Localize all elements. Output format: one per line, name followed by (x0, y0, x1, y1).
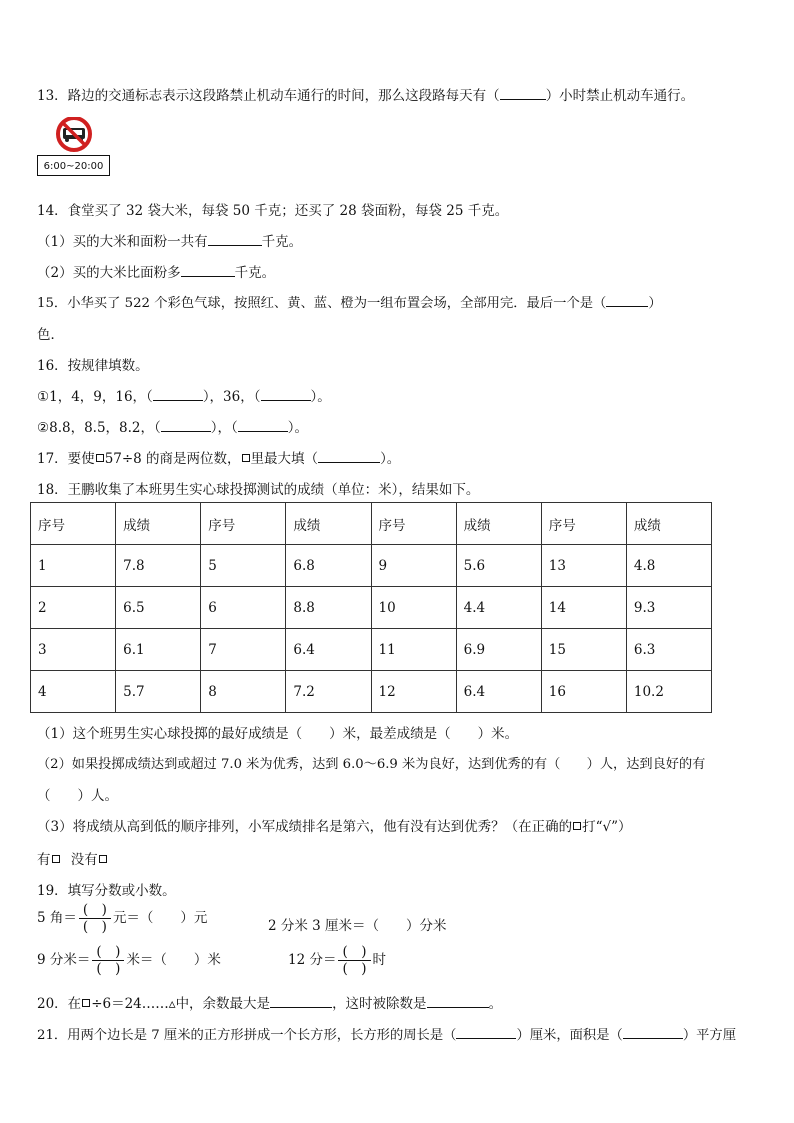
q18-stem: 18．王鹏收集了本班男生实心球投掷测试的成绩（单位：米），结果如下。 (37, 482, 480, 498)
q13-blank[interactable] (500, 87, 546, 100)
q21-line: 21．用两个边长是 7 厘米的正方形拼成一个长方形，长方形的周长是（ ）厘米，面积是（ ）平方厘 (37, 1028, 737, 1043)
q15-blank[interactable] (606, 294, 648, 307)
table-cell: 成绩 (456, 503, 541, 545)
q20-line: 20．在 ÷6＝24……▵中，余数最大是 ，这时被除数是 。 (37, 996, 503, 1012)
table-cell: 6.5 (116, 587, 201, 629)
table-cell: 10 (371, 587, 456, 629)
table-cell: 8 (201, 671, 286, 713)
q18-part2-line1: （2）如果投掷成绩达到或超过 7.0 米为优秀，达到 6.0～6.9 米为良好，达到优秀的有（ ）人，达到良好的有 (37, 757, 706, 772)
q13-text: 13．路边的交通标志表示这段路禁止机动车通行的时间，那么这段路每天有（ (37, 88, 500, 104)
q16-row2: ②8.8，8.5，8.2，（ ），（ ）。 (37, 420, 309, 436)
table-cell: 7.2 (286, 671, 371, 713)
q14-p1-blank[interactable] (208, 233, 262, 246)
table-cell: 13 (541, 545, 626, 587)
table-cell: 9 (371, 545, 456, 587)
table-cell: 6.1 (116, 629, 201, 671)
q20-blank1[interactable] (270, 995, 332, 1008)
q18-part3: （3）将成绩从高到低的顺序排列，小军成绩排名是第六，他有没有达到优秀？（在正确的 打“√”） (37, 819, 632, 835)
q13-text-end: ）小时禁止机动车通行。 (545, 88, 695, 104)
q13-line (37, 84, 694, 104)
table-cell: 6.3 (626, 629, 711, 671)
table-cell: 14 (541, 587, 626, 629)
table-cell: 1 (31, 545, 116, 587)
option-yes-label: 有 (37, 852, 51, 868)
q16-r1-blank1[interactable] (153, 388, 203, 401)
table-cell: 4 (31, 671, 116, 713)
q18-part1: （1）这个班男生实心球投掷的最好成绩是（ ）米，最差成绩是（ ）米。 (37, 726, 519, 742)
q20-blank2[interactable] (427, 995, 489, 1008)
table-cell: 序号 (541, 503, 626, 545)
no-vehicle-sign (37, 117, 112, 177)
table-cell: 15 (541, 629, 626, 671)
table-cell: 2 (31, 587, 116, 629)
q17-line: 17．要使 57÷8 的商是两位数， 里最大填（ ）。 (37, 451, 401, 467)
table-cell: 5.6 (456, 545, 541, 587)
sign-time-box: 6:00~20:00 (37, 155, 110, 176)
q21-blank1[interactable] (456, 1026, 516, 1039)
q15-line1: 15．小华买了 522 个彩色气球，按照红、黄、蓝、橙为一组布置会场，全部用完．最后一个是（ ） (37, 296, 662, 311)
table-row (31, 629, 712, 671)
blank-box-icon (242, 454, 250, 462)
q19-row1b: 2 分米 3 厘米＝（ ）分米 (268, 918, 447, 934)
table-cell: 序号 (201, 503, 286, 545)
blank-box-icon (573, 822, 581, 830)
table-cell: 6 (201, 587, 286, 629)
table-row (31, 587, 712, 629)
table-cell: 4.8 (626, 545, 711, 587)
table-cell: 4.4 (456, 587, 541, 629)
q18-part2-line2: （ ）人。 (37, 788, 118, 804)
table-cell: 12 (371, 671, 456, 713)
q19-row2: 9 分米＝ $\frac{( )}{( )}$ 米＝（ ）米 (37, 944, 221, 977)
table-cell: 序号 (371, 503, 456, 545)
q19-row1: 5 角＝ $\frac{( )}{( )}$ 元＝（ ）元 (37, 902, 208, 935)
q19-stem: 19．填写分数或小数。 (37, 883, 176, 899)
table-cell: 5.7 (116, 671, 201, 713)
score-table (30, 502, 712, 713)
option-no-checkbox[interactable] (99, 855, 107, 863)
table-header-row (31, 503, 712, 545)
blank-box-icon (82, 999, 90, 1007)
fraction-blank[interactable]: $\frac{( )}{( )}$ (338, 944, 370, 977)
table-cell: 7 (201, 629, 286, 671)
q21-blank2[interactable] (623, 1026, 683, 1039)
q16-r2-blank2[interactable] (238, 419, 288, 432)
table-cell: 11 (371, 629, 456, 671)
blank-box-icon (96, 454, 104, 462)
q19-row2b: 12 分＝ $\frac{( )}{( )}$ 时 (288, 944, 387, 977)
table-row (31, 671, 712, 713)
option-no-label: 没有 (70, 852, 98, 868)
q14-part1: （1）买的大米和面粉一共有 千克。 (37, 234, 303, 250)
q16-row1: ①1，4，9，16，（ ），36，（ ）。 (37, 389, 331, 405)
table-cell: 序号 (31, 503, 116, 545)
q14-p2-blank[interactable] (181, 264, 235, 277)
table-cell: 6.4 (286, 629, 371, 671)
q17-blank[interactable] (318, 450, 380, 463)
table-cell: 成绩 (116, 503, 201, 545)
q14-part2: （2）买的大米比面粉多 千克。 (37, 265, 276, 281)
q16-stem: 16．按规律填数。 (37, 358, 149, 374)
no-vehicle-icon (37, 117, 112, 155)
table-cell: 6.8 (286, 545, 371, 587)
table-cell: 成绩 (626, 503, 711, 545)
fraction-blank[interactable]: $\frac{( )}{( )}$ (92, 944, 124, 977)
table-cell: 6.9 (456, 629, 541, 671)
table-cell: 9.3 (626, 587, 711, 629)
fraction-blank[interactable]: $\frac{( )}{( )}$ (79, 902, 111, 935)
table-cell: 6.4 (456, 671, 541, 713)
triangle-icon: ▵ (168, 996, 176, 1012)
table-cell: 7.8 (116, 545, 201, 587)
table-row (31, 545, 712, 587)
table-cell: 3 (31, 629, 116, 671)
table-cell: 16 (541, 671, 626, 713)
q15-line2: 色． (37, 327, 64, 343)
table-cell: 10.2 (626, 671, 711, 713)
table-cell: 5 (201, 545, 286, 587)
option-yes-checkbox[interactable] (52, 855, 60, 863)
table-cell: 8.8 (286, 587, 371, 629)
q16-r1-blank2[interactable] (261, 388, 311, 401)
q14-stem: 14．食堂买了 32 袋大米，每袋 50 千克；还买了 28 袋面粉，每袋 25 千克。 (37, 203, 509, 219)
q18-options (37, 848, 108, 868)
table-cell: 成绩 (286, 503, 371, 545)
q16-r2-blank1[interactable] (161, 419, 211, 432)
